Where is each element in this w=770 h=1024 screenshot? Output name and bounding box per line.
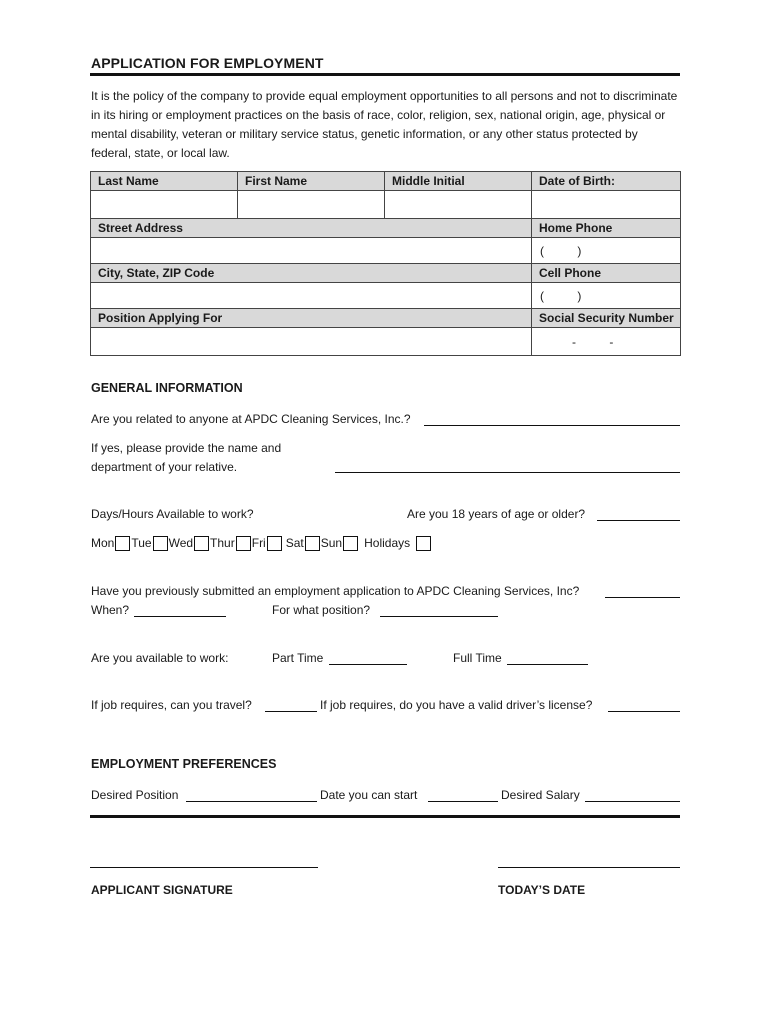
travel-line[interactable] [265,699,317,712]
home-phone-value: ( ) [540,243,582,258]
policy-paragraph: It is the policy of the company to provide equal employment opportunities to all persons and not to discriminate in its hiring or employment practices on the basis of race, color, religion, sex, national origin, age, physical or mental disability, veteran or military service status, genetic information, or any other status protected by federal, state, or local law. [91,89,678,160]
sun-checkbox[interactable] [343,536,358,551]
fri-checkbox[interactable] [267,536,282,551]
previous-application-line[interactable] [605,585,680,598]
related-answer-line[interactable] [424,413,680,426]
previous-application-question: Have you previously submitted an employment application to APDC Cleaning Services, Inc? [91,584,580,598]
full-time-line[interactable] [507,652,588,665]
home-phone-field[interactable] [532,238,681,264]
days-hours-question: Days/Hours Available to work? [91,507,254,521]
thur-checkbox[interactable] [236,536,251,551]
for-position-label: For what position? [272,603,371,617]
relative-prompt-2: department of your relative. [91,460,238,474]
street-address-field[interactable] [91,238,532,264]
license-line[interactable] [608,699,680,712]
last-name-label: Last Name [91,172,238,191]
relative-answer-line[interactable] [335,460,680,473]
wed-checkbox[interactable] [194,536,209,551]
first-name-label: First Name [238,172,385,191]
day-holidays: Holidays [364,535,432,551]
mon-checkbox[interactable] [115,536,130,551]
days-checkbox-row [91,535,432,551]
part-time-line[interactable] [329,652,407,665]
todays-date-label: TODAY’S DATE [498,883,586,897]
applicant-signature-line[interactable] [90,867,318,868]
middle-initial-label: Middle Initial [385,172,532,191]
age-answer-line[interactable] [597,508,680,521]
tue-checkbox[interactable] [153,536,168,551]
preferences-heading: EMPLOYMENT PREFERENCES [91,757,277,771]
start-date-label: Date you can start [320,788,418,802]
when-label: When? [91,603,130,617]
part-time-label: Part Time [272,651,324,665]
cell-phone-value: ( ) [540,288,582,303]
last-name-field[interactable] [91,191,238,219]
date-of-birth-field[interactable] [532,191,681,219]
applicant-info-table [90,171,681,356]
for-position-line[interactable] [380,604,498,617]
city-state-zip-field[interactable] [91,283,532,309]
todays-date-line[interactable] [498,867,680,868]
day-sat: Sat [286,535,321,551]
city-state-zip-label: City, State, ZIP Code [91,264,532,283]
cell-phone-field[interactable] [532,283,681,309]
section-divider [90,815,680,818]
date-of-birth-label: Date of Birth: [532,172,681,191]
middle-initial-field[interactable] [385,191,532,219]
cell-phone-label: Cell Phone [532,264,681,283]
title-divider [90,73,680,76]
sat-checkbox[interactable] [305,536,320,551]
day-mon: Mon [91,535,131,551]
day-thur: Thur [210,535,252,551]
day-wed: Wed [169,535,210,551]
first-name-field[interactable] [238,191,385,219]
position-label: Position Applying For [91,309,532,328]
license-question: If job requires, do you have a valid driver’s license? [320,698,593,712]
relative-prompt-1: If yes, please provide the name and [91,441,282,455]
travel-question: If job requires, can you travel? [91,698,252,712]
available-question: Are you available to work: [91,651,229,665]
day-sun: Sun [321,535,359,551]
desired-position-line[interactable] [186,789,317,802]
home-phone-label: Home Phone [532,219,681,238]
desired-salary-label: Desired Salary [501,788,580,802]
age-question: Are you 18 years of age or older? [407,507,586,521]
ssn-field[interactable] [532,328,681,356]
desired-salary-line[interactable] [585,789,680,802]
ssn-label: Social Security Number [532,309,681,328]
general-info-heading: GENERAL INFORMATION [91,381,243,395]
holidays-checkbox[interactable] [416,536,431,551]
ssn-value: - - [572,334,614,349]
applicant-signature-label: APPLICANT SIGNATURE [91,883,233,897]
start-date-line[interactable] [428,789,498,802]
day-tue: Tue [131,535,168,551]
desired-position-label: Desired Position [91,788,179,802]
form-title: APPLICATION FOR EMPLOYMENT [91,55,324,71]
full-time-label: Full Time [453,651,502,665]
day-fri: Fri [252,535,283,551]
position-field[interactable] [91,328,532,356]
street-address-label: Street Address [91,219,532,238]
when-line[interactable] [134,604,226,617]
related-question: Are you related to anyone at APDC Cleaning Services, Inc.? [91,412,411,426]
